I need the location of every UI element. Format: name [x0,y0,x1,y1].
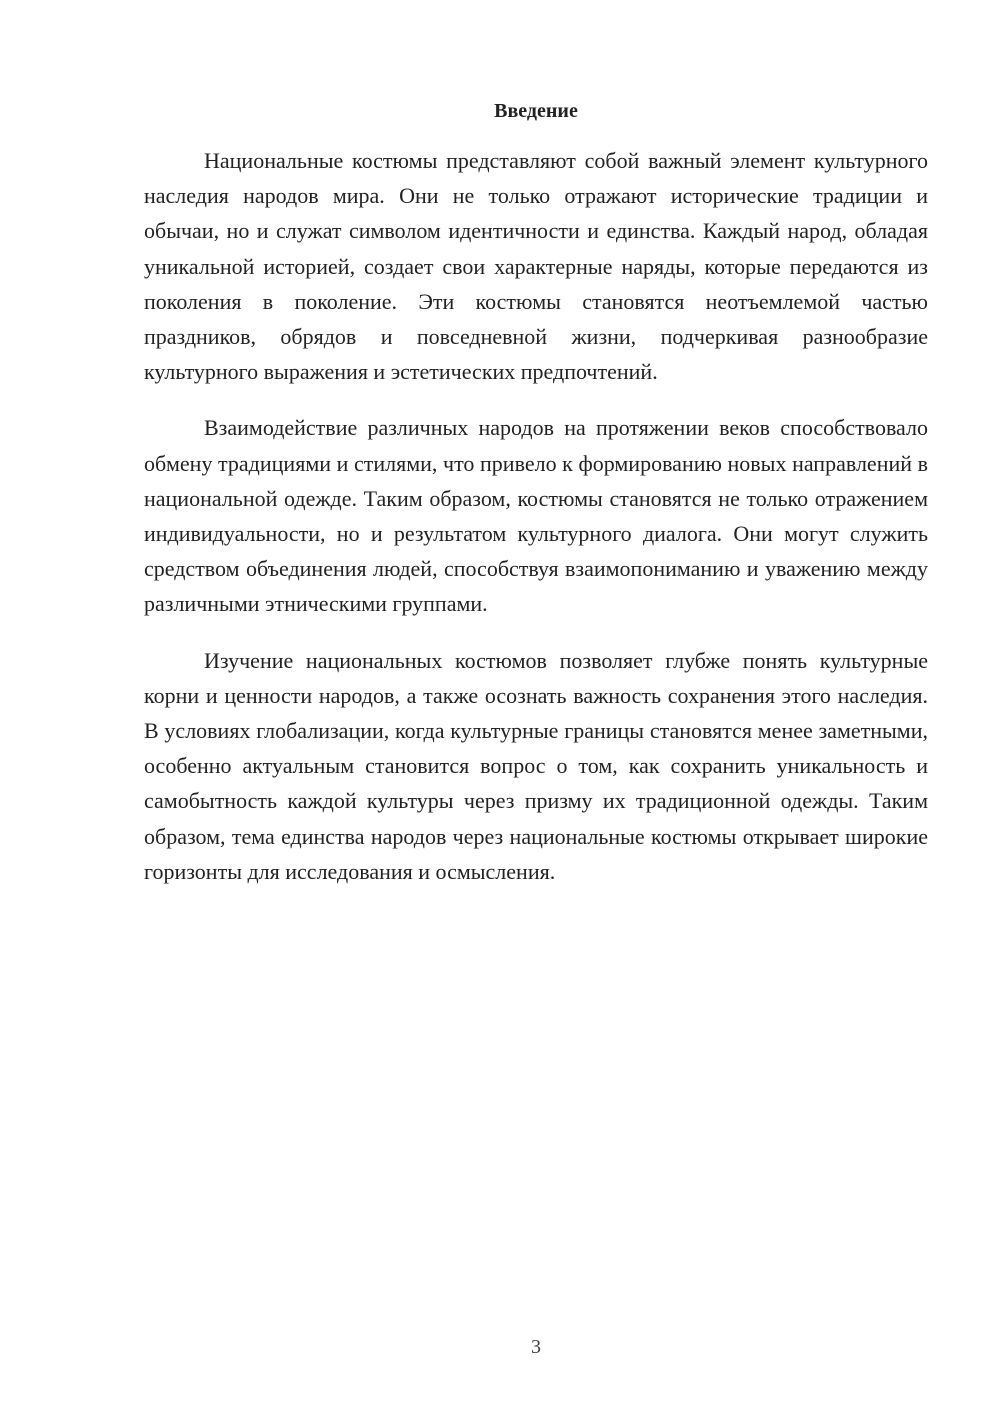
paragraph-3: Изучение национальных костюмов позволяет глубже понять культурные корни и ценности народов, а также осознать важность сохранения этого наследия. В условиях глобализации, когда культурные границы становятся менее заметными, особенно актуальным становится вопрос о том, как сохранить уникальность и самобытность каждой культуры через призму их традиционной одежды. Таким образом, тема единства народов через национальные костюмы открывает широкие горизонты для исследования и осмысления. [144,647,928,884]
paragraph-1: Национальные костюмы представляют собой важный элемент культурного наследия народов мира. Они не только отражают исторические традиции и обычаи, но и служат символом идентичности и единства. Каждый народ, обладая уникальной историей, создает свои характерные наряды, которые передаются из поколения в поколение. Эти костюмы становятся неотъемлемой частью праздников, обрядов и повседневной жизни, подчеркивая разнообразие культурного выражения и эстетических предпочтений. [144,148,928,385]
paragraph-2: Взаимодействие различных народов на протяжении веков способствовало обмену традициями и стилями, что привело к формированию новых направлений в национальной одежде. Таким образом, костюмы становятся не только отражением индивидуальности, но и результатом культурного диалога. Они могут служить средством объединения людей, способствуя взаимопониманию и уважению между различными этническими группами. [144,415,928,617]
page-number: 3 [531,1336,541,1358]
page-title: Введение [494,100,578,122]
document-body [144,143,928,910]
